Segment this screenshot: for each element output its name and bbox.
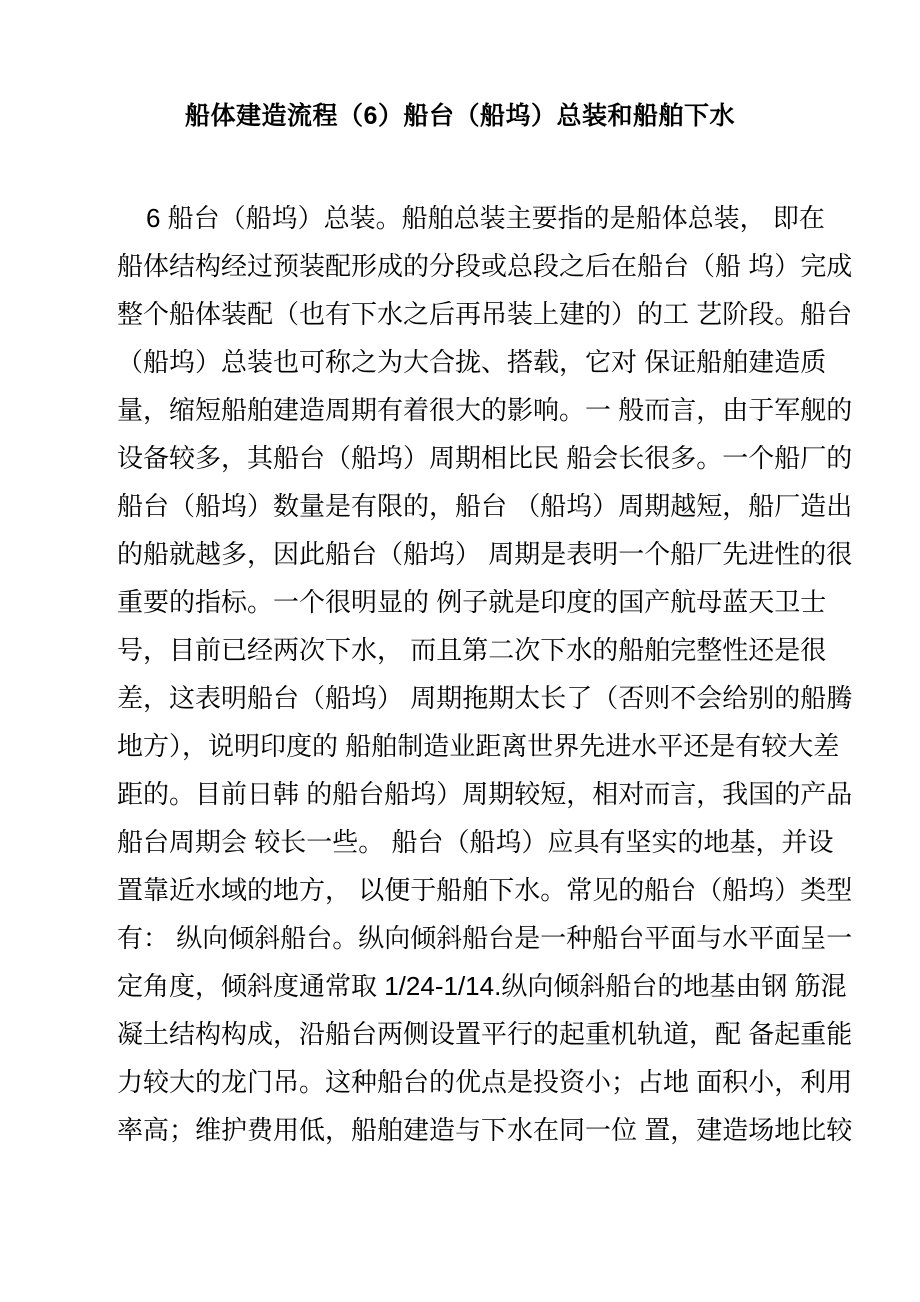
paragraph-line: 地方），说明印度的 船舶制造业距离世界先进水平还是有较大差 (117, 731, 840, 761)
paragraph-line: 置靠近水域的地方， 以便于船舶下水。常见的船台（船坞）类型 (117, 875, 853, 905)
paragraph-line: 号，目前已经两次下水， 而且第二次下水的船舶完整性还是很 (117, 635, 827, 665)
paragraph-line: 力较大的龙门吊。这种船台的优点是投资小；占地 面积小，利用 (117, 1067, 853, 1097)
paragraph-line: 设备较多，其船台（船坞）周期相比民 船会长很多。一个船厂的 (117, 443, 853, 473)
paragraph-line: 船台周期会 较长一些。 船台（船坞）应具有坚实的地基，并设 (117, 827, 834, 857)
paragraph-line: 6 船台（船坞）总装。船舶总装主要指的是船体总装， 即在 (146, 203, 825, 233)
paragraph-line: （船坞）总装也可称之为大合拢、搭载，它对 保证船舶建造质 (117, 347, 827, 377)
paragraph-line: 船台（船坞）数量是有限的，船台 （船坞）周期越短，船厂造出 (117, 491, 853, 521)
paragraph-line: 的船就越多，因此船台（船坞） 周期是表明一个船厂先进性的很 (117, 539, 853, 569)
paragraph-line: 距的。目前日韩 的船台船坞）周期较短，相对而言，我国的产品 (117, 779, 853, 809)
paragraph-line: 有： 纵向倾斜船台。纵向倾斜船台是一种船台平面与水平面呈一 (117, 923, 853, 953)
paragraph-line: 重要的指标。一个很明显的 例子就是印度的国产航母蓝天卫士 (117, 587, 827, 617)
paragraph-line: 凝土结构构成，沿船台两侧设置平行的起重机轨道，配 备起重能 (117, 1019, 853, 1049)
paragraph-line: 船体结构经过预装配形成的分段或总段之后在船台（船 坞）完成 (117, 251, 853, 281)
document-title: 船体建造流程（6）船台（船坞）总装和船舶下水 (185, 102, 735, 130)
paragraph-line: 量，缩短船舶建造周期有着很大的影响。一 般而言，由于军舰的 (117, 395, 853, 425)
paragraph-line: 定角度，倾斜度通常取 1/24-1/14.纵向倾斜船台的地基由钢 筋混 (117, 971, 847, 1001)
paragraph-line: 率高；维护费用低，船舶建造与下水在同一位 置，建造场地比较 (117, 1115, 853, 1145)
paragraph-line: 差，这表明船台（船坞） 周期拖期太长了（否则不会给别的船腾 (117, 683, 853, 713)
paragraph-line: 整个船体装配（也有下水之后再吊装上建的）的工 艺阶段。船台 (117, 299, 853, 329)
document-body (117, 194, 853, 1154)
